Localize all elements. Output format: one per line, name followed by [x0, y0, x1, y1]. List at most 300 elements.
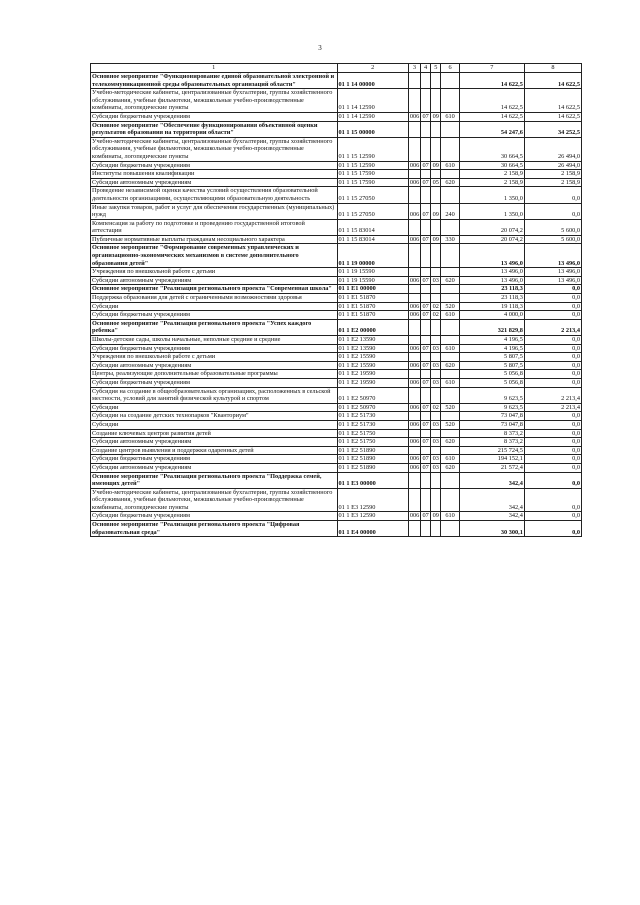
row-grbs-cell: 006	[409, 438, 420, 446]
row-subsection-cell	[431, 268, 441, 277]
row-grbs-cell	[408, 446, 420, 455]
row-name-cell: Учреждения по внешкольной работе с детьми	[91, 353, 338, 362]
row-code-cell: 01 1 15 17590	[337, 170, 408, 179]
row-amount-col7-cell: 13 496,0	[459, 244, 524, 268]
row-subsection-cell: 02	[432, 403, 439, 411]
row-subsection-cell	[431, 294, 441, 303]
row-amount-col7-cell: 8 373,2	[459, 429, 524, 438]
row-amount-col7-cell: 342,4	[459, 472, 524, 488]
row-grbs-cell: 006	[409, 276, 420, 284]
row-subsection-cell	[431, 412, 441, 421]
table-row	[91, 319, 582, 335]
table-row	[91, 294, 582, 303]
row-amount-col8-cell: 13 496,0	[524, 244, 581, 268]
table-row	[91, 446, 582, 455]
table-row	[91, 285, 582, 294]
row-amount-col7-cell: 20 074,2	[459, 235, 524, 244]
row-code-cell: 01 1 E2 19590	[337, 370, 408, 379]
row-expense-type-cell: 620	[441, 463, 459, 472]
row-grbs-cell	[408, 137, 420, 161]
header-col-2: 2	[337, 64, 408, 73]
row-subsection-cell: 05	[432, 178, 439, 186]
row-name-cell: Основное мероприятие "Реализация регионального проекта "Поддержка семей, имеющих детей"	[91, 472, 338, 488]
row-grbs-cell	[408, 294, 420, 303]
row-amount-col8-cell: 0,0	[524, 370, 581, 379]
row-amount-col7-cell: 23 118,3	[459, 285, 524, 294]
row-grbs-cell: 006	[409, 302, 420, 310]
row-amount-col7-cell: 9 623,5	[459, 403, 524, 412]
row-amount-col7-cell: 4 000,0	[459, 311, 524, 320]
row-subsection-cell	[431, 521, 441, 537]
row-code-cell: 01 1 E1 00000	[337, 285, 408, 294]
row-name-cell: Создание центров выявления и поддержки одаренных детей	[91, 446, 338, 455]
row-name-cell: Субсидии автономным учреждениям	[91, 276, 338, 285]
row-section-cell	[421, 73, 431, 89]
row-amount-col7-cell: 73 047,8	[459, 412, 524, 421]
row-expense-type-cell	[441, 370, 459, 379]
row-section-cell	[421, 319, 431, 335]
row-grbs-cell	[408, 521, 420, 537]
header-col-8: 8	[524, 64, 581, 73]
row-grbs-cell: 006	[409, 235, 420, 243]
table-row	[91, 412, 582, 421]
row-amount-col8-cell: 0,0	[524, 488, 581, 512]
table-row	[91, 336, 582, 345]
row-expense-type-cell	[441, 170, 459, 179]
row-amount-col7-cell: 2 158,9	[459, 178, 524, 187]
row-expense-type-cell: 620	[441, 438, 459, 447]
table-row	[91, 420, 582, 429]
row-amount-col7-cell: 5 807,5	[459, 361, 524, 370]
row-subsection-cell	[431, 244, 441, 268]
row-subsection-cell	[431, 353, 441, 362]
row-amount-col7-cell: 30 664,5	[459, 137, 524, 161]
row-section-cell	[421, 137, 431, 161]
row-expense-type-cell	[441, 387, 459, 403]
row-grbs-cell	[408, 336, 420, 345]
row-code-cell: 01 1 E2 13590	[337, 344, 408, 353]
row-code-cell: 01 1 E2 15590	[337, 353, 408, 362]
table-row	[91, 244, 582, 268]
table-row	[91, 112, 582, 121]
header-col-5: 5	[431, 64, 441, 73]
row-amount-col8-cell: 0,0	[524, 344, 581, 353]
row-amount-col8-cell: 0,0	[524, 311, 581, 320]
row-name-cell: Основное мероприятие "Реализация регионального проекта "Успех каждого ребенка"	[91, 319, 338, 335]
row-expense-type-cell: 610	[441, 344, 459, 353]
row-grbs-cell: 006	[409, 378, 420, 386]
row-grbs-cell: 006	[409, 361, 420, 369]
table-row	[91, 344, 582, 353]
row-subsection-cell: 09	[432, 112, 439, 120]
row-name-cell: Субсидии бюджетным учреждениям	[91, 512, 338, 521]
row-amount-col8-cell: 2 158,9	[524, 178, 581, 187]
row-grbs-cell	[408, 319, 420, 335]
row-grbs-cell: 006	[409, 161, 420, 169]
row-expense-type-cell	[441, 336, 459, 345]
row-section-cell	[421, 353, 431, 362]
row-code-cell: 01 1 E1 51870	[337, 294, 408, 303]
row-name-cell: Субсидии автономным учреждениям	[91, 361, 338, 370]
row-amount-col8-cell: 34 252,5	[524, 121, 581, 137]
table-row	[91, 353, 582, 362]
row-section-cell	[421, 370, 431, 379]
row-grbs-cell: 006	[409, 512, 420, 520]
row-subsection-cell	[431, 336, 441, 345]
row-amount-col8-cell: 0,0	[524, 455, 581, 464]
row-subsection-cell: 03	[432, 463, 439, 471]
row-amount-col8-cell: 0,0	[524, 429, 581, 438]
row-grbs-cell	[408, 219, 420, 235]
row-expense-type-cell	[441, 446, 459, 455]
table-row	[91, 370, 582, 379]
row-code-cell: 01 1 15 27050	[337, 187, 408, 203]
row-code-cell: 01 1 14 00000	[337, 73, 408, 89]
row-amount-col7-cell: 4 196,5	[459, 336, 524, 345]
row-code-cell: 01 1 E2 51890	[337, 446, 408, 455]
row-subsection-cell: 09	[432, 512, 439, 520]
header-col-3: 3	[408, 64, 420, 73]
row-code-cell: 01 1 E4 00000	[337, 521, 408, 537]
row-grbs-cell: 006	[409, 178, 420, 186]
row-name-cell: Субсидия на создание в общеобразовательных организациях, расположенных в сельской местности, условий для занятий физической культурой и спортом	[91, 387, 338, 403]
row-expense-type-cell: 610	[441, 112, 459, 121]
table-row	[91, 268, 582, 277]
table-row	[91, 203, 582, 219]
table-header-row	[91, 64, 582, 73]
table-row	[91, 512, 582, 521]
row-amount-col8-cell: 0,0	[524, 302, 581, 311]
row-grbs-cell: 006	[409, 420, 420, 428]
row-subsection-cell	[431, 73, 441, 89]
row-section-cell: 07	[422, 344, 429, 352]
row-grbs-cell: 006	[409, 112, 420, 120]
row-code-cell: 01 1 E2 50970	[337, 387, 408, 403]
row-amount-col7-cell: 14 622,5	[459, 73, 524, 89]
row-code-cell: 01 1 E3 00000	[337, 472, 408, 488]
row-expense-type-cell: 620	[441, 276, 459, 285]
row-code-cell: 01 1 E2 51750	[337, 429, 408, 438]
row-grbs-cell: 006	[409, 344, 420, 352]
row-amount-col8-cell: 0,0	[524, 353, 581, 362]
row-code-cell: 01 1 19 15590	[337, 268, 408, 277]
row-amount-col8-cell: 0,0	[524, 420, 581, 429]
row-section-cell: 07	[422, 463, 429, 471]
row-section-cell	[421, 187, 431, 203]
row-name-cell: Основное мероприятие "Реализация регионального проекта "Цифровая образовательная среда"	[91, 521, 338, 537]
row-expense-type-cell	[441, 73, 459, 89]
row-code-cell: 01 1 E2 00000	[337, 319, 408, 335]
row-grbs-cell	[408, 353, 420, 362]
table-row	[91, 387, 582, 403]
row-amount-col8-cell: 2 158,9	[524, 170, 581, 179]
row-subsection-cell: 03	[432, 455, 439, 463]
row-amount-col7-cell: 14 622,5	[459, 89, 524, 113]
row-amount-col7-cell: 13 496,0	[459, 268, 524, 277]
row-amount-col8-cell: 0,0	[524, 463, 581, 472]
row-section-cell	[421, 336, 431, 345]
row-amount-col8-cell: 13 496,0	[524, 276, 581, 285]
row-expense-type-cell: 520	[441, 420, 459, 429]
row-section-cell: 07	[422, 512, 429, 520]
row-section-cell: 07	[422, 302, 429, 310]
row-section-cell: 07	[422, 235, 429, 243]
row-amount-col7-cell: 342,4	[459, 488, 524, 512]
row-amount-col8-cell: 0,0	[524, 203, 581, 219]
row-expense-type-cell	[441, 429, 459, 438]
row-name-cell: Учебно-методические кабинеты, централизованные бухгалтерии, группы хозяйственного обслуживания, учебные фильмотеки, межшкольные учебно-производственные комбинаты, логопедические пункты	[91, 89, 338, 113]
row-expense-type-cell: 610	[441, 311, 459, 320]
table-row	[91, 276, 582, 285]
row-expense-type-cell	[441, 121, 459, 137]
table-row	[91, 121, 582, 137]
row-amount-col8-cell: 14 622,5	[524, 89, 581, 113]
row-section-cell	[421, 472, 431, 488]
row-code-cell: 01 1 E2 51730	[337, 420, 408, 429]
row-expense-type-cell	[441, 294, 459, 303]
row-amount-col8-cell: 0,0	[524, 512, 581, 521]
row-name-cell: Основное мероприятие "Реализация регионального проекта "Современная школа"	[91, 285, 338, 294]
row-subsection-cell	[431, 187, 441, 203]
row-name-cell: Субсидии	[91, 403, 338, 412]
row-amount-col8-cell: 0,0	[524, 187, 581, 203]
row-expense-type-cell: 610	[441, 455, 459, 464]
row-amount-col7-cell: 14 622,5	[459, 112, 524, 121]
row-expense-type-cell	[441, 319, 459, 335]
row-name-cell: Основное мероприятие "Обеспечение функционирования объективной оценки результатов образования на территории области"	[91, 121, 338, 137]
row-amount-col8-cell: 26 494,0	[524, 137, 581, 161]
row-amount-col8-cell: 0,0	[524, 438, 581, 447]
row-grbs-cell: 006	[409, 311, 420, 319]
table-row	[91, 219, 582, 235]
table-row	[91, 73, 582, 89]
row-expense-type-cell	[441, 89, 459, 113]
row-code-cell: 01 1 E2 13590	[337, 336, 408, 345]
row-expense-type-cell	[441, 285, 459, 294]
row-subsection-cell	[431, 121, 441, 137]
row-name-cell: Основное мероприятие "Функционирование единой образовательной электронной и телекоммуникационной среды образовательных организаций области"	[91, 73, 338, 89]
row-amount-col7-cell: 342,4	[459, 512, 524, 521]
row-name-cell: Поддержка образования для детей с ограниченными возможностями здоровья	[91, 294, 338, 303]
row-amount-col7-cell: 1 350,0	[459, 187, 524, 203]
row-expense-type-cell: 520	[441, 302, 459, 311]
row-amount-col7-cell: 23 118,3	[459, 294, 524, 303]
row-grbs-cell	[408, 89, 420, 113]
row-name-cell: Субсидии бюджетным учреждениям	[91, 112, 338, 121]
row-amount-col8-cell: 0,0	[524, 336, 581, 345]
row-subsection-cell	[431, 472, 441, 488]
row-code-cell: 01 1 E2 51750	[337, 438, 408, 447]
row-subsection-cell	[431, 285, 441, 294]
row-amount-col8-cell: 2 213,4	[524, 403, 581, 412]
table-row	[91, 235, 582, 244]
row-subsection-cell: 03	[432, 420, 439, 428]
row-amount-col7-cell: 194 152,1	[459, 455, 524, 464]
table-row	[91, 161, 582, 170]
row-amount-col7-cell: 73 047,8	[459, 420, 524, 429]
row-subsection-cell	[431, 170, 441, 179]
row-subsection-cell: 03	[432, 361, 439, 369]
row-amount-col7-cell: 20 074,2	[459, 219, 524, 235]
row-section-cell	[421, 521, 431, 537]
row-code-cell: 01 1 15 27050	[337, 203, 408, 219]
row-amount-col8-cell: 0,0	[524, 378, 581, 387]
row-expense-type-cell	[441, 219, 459, 235]
row-code-cell: 01 1 14 12590	[337, 112, 408, 121]
row-code-cell: 01 1 15 83014	[337, 235, 408, 244]
row-grbs-cell	[408, 429, 420, 438]
row-name-cell: Субсидии бюджетным учреждениям	[91, 161, 338, 170]
table-row	[91, 378, 582, 387]
row-name-cell: Субсидии	[91, 302, 338, 311]
row-expense-type-cell	[441, 488, 459, 512]
row-amount-col8-cell: 2 213,4	[524, 387, 581, 403]
row-expense-type-cell	[441, 472, 459, 488]
row-expense-type-cell	[441, 187, 459, 203]
row-amount-col7-cell: 54 247,6	[459, 121, 524, 137]
row-subsection-cell: 02	[432, 311, 439, 319]
row-section-cell	[421, 268, 431, 277]
row-amount-col7-cell: 215 724,5	[459, 446, 524, 455]
row-subsection-cell: 09	[432, 235, 439, 243]
row-section-cell: 07	[422, 161, 429, 169]
row-code-cell: 01 1 E2 51890	[337, 455, 408, 464]
table-row	[91, 429, 582, 438]
row-subsection-cell	[431, 387, 441, 403]
row-name-cell: Субсидии на создание детских технопарков "Кванториум"	[91, 412, 338, 421]
row-code-cell: 01 1 E1 51870	[337, 311, 408, 320]
row-code-cell: 01 1 E3 12590	[337, 512, 408, 521]
row-amount-col7-cell: 5 056,8	[459, 370, 524, 379]
row-section-cell: 07	[422, 361, 429, 369]
row-code-cell: 01 1 14 12590	[337, 89, 408, 113]
row-amount-col8-cell: 2 213,4	[524, 319, 581, 335]
table-row	[91, 472, 582, 488]
row-code-cell: 01 1 E1 51870	[337, 302, 408, 311]
row-expense-type-cell	[441, 353, 459, 362]
row-grbs-cell	[408, 170, 420, 179]
row-section-cell	[421, 121, 431, 137]
row-amount-col8-cell: 26 494,0	[524, 161, 581, 170]
row-name-cell: Центры, реализующие дополнительные образовательные программы	[91, 370, 338, 379]
row-code-cell: 01 1 E2 51730	[337, 412, 408, 421]
row-expense-type-cell: 330	[441, 235, 459, 244]
table-row	[91, 302, 582, 311]
row-subsection-cell: 02	[432, 302, 439, 310]
row-grbs-cell	[408, 387, 420, 403]
row-amount-col7-cell: 5 056,8	[459, 378, 524, 387]
row-section-cell	[421, 244, 431, 268]
row-subsection-cell	[431, 446, 441, 455]
row-code-cell: 01 1 19 00000	[337, 244, 408, 268]
header-col-1: 1	[91, 64, 338, 73]
row-grbs-cell	[408, 73, 420, 89]
row-name-cell: Субсидии	[91, 420, 338, 429]
row-amount-col7-cell: 30 300,1	[459, 521, 524, 537]
row-name-cell: Учебно-методические кабинеты, централизованные бухгалтерии, группы хозяйственного обслуживания, учебные фильмотеки, межшкольные учебно-производственные комбинаты, логопедические пункты	[91, 137, 338, 161]
row-subsection-cell	[431, 429, 441, 438]
row-grbs-cell	[408, 488, 420, 512]
row-amount-col7-cell: 9 623,5	[459, 387, 524, 403]
row-section-cell	[421, 219, 431, 235]
row-amount-col8-cell: 5 600,0	[524, 235, 581, 244]
row-subsection-cell	[431, 219, 441, 235]
row-code-cell: 01 1 15 83014	[337, 219, 408, 235]
row-amount-col7-cell: 4 196,5	[459, 344, 524, 353]
row-section-cell: 07	[422, 438, 429, 446]
row-section-cell: 07	[422, 112, 429, 120]
row-expense-type-cell: 610	[441, 161, 459, 170]
row-code-cell: 01 1 15 00000	[337, 121, 408, 137]
row-name-cell: Иные закупки товаров, работ и услуг для обеспечения государственных (муниципальных) нужд	[91, 203, 338, 219]
row-section-cell	[421, 89, 431, 113]
row-name-cell: Субсидии бюджетным учреждениям	[91, 378, 338, 387]
row-subsection-cell: 03	[432, 276, 439, 284]
row-name-cell: Институты повышения квалификации	[91, 170, 338, 179]
table-row	[91, 137, 582, 161]
table-row	[91, 463, 582, 472]
row-subsection-cell: 03	[432, 378, 439, 386]
row-subsection-cell	[431, 370, 441, 379]
row-subsection-cell	[431, 319, 441, 335]
table-body	[91, 73, 582, 537]
row-grbs-cell: 006	[409, 455, 420, 463]
row-code-cell: 01 1 E2 19590	[337, 378, 408, 387]
row-name-cell: Субсидии бюджетным учреждениям	[91, 344, 338, 353]
row-name-cell: Субсидии автономным учреждениям	[91, 178, 338, 187]
row-amount-col8-cell: 13 496,0	[524, 268, 581, 277]
row-section-cell: 07	[421, 203, 431, 219]
row-subsection-cell: 03	[432, 344, 439, 352]
row-code-cell: 01 1 E2 15590	[337, 361, 408, 370]
row-grbs-cell	[408, 285, 420, 294]
row-code-cell: 01 1 15 12590	[337, 137, 408, 161]
header-col-6: 6	[441, 64, 459, 73]
table-row	[91, 403, 582, 412]
row-code-cell: 01 1 E2 51890	[337, 463, 408, 472]
row-amount-col8-cell: 0,0	[524, 285, 581, 294]
row-name-cell: Субсидии автономным учреждениям	[91, 438, 338, 447]
row-code-cell: 01 1 E2 50970	[337, 403, 408, 412]
row-expense-type-cell: 610	[441, 378, 459, 387]
table-row	[91, 187, 582, 203]
table-row	[91, 170, 582, 179]
table-row	[91, 89, 582, 113]
table-row	[91, 361, 582, 370]
row-amount-col7-cell: 8 373,2	[459, 438, 524, 447]
row-amount-col7-cell: 2 158,9	[459, 170, 524, 179]
row-section-cell: 07	[422, 276, 429, 284]
row-amount-col7-cell: 1 350,0	[459, 203, 524, 219]
row-name-cell: Субсидии бюджетным учреждениям	[91, 455, 338, 464]
row-name-cell: Публичные нормативные выплаты гражданам несоциального характера	[91, 235, 338, 244]
row-section-cell: 07	[422, 178, 429, 186]
page-number: 3	[318, 44, 322, 52]
row-section-cell: 07	[422, 378, 429, 386]
table-row	[91, 438, 582, 447]
row-name-cell: Субсидии автономным учреждениям	[91, 463, 338, 472]
row-grbs-cell: 006	[408, 203, 420, 219]
row-expense-type-cell	[441, 137, 459, 161]
row-code-cell: 01 1 19 15590	[337, 276, 408, 285]
header-col-7: 7	[459, 64, 524, 73]
table-row	[91, 455, 582, 464]
row-grbs-cell: 006	[409, 403, 420, 411]
row-section-cell	[421, 488, 431, 512]
row-name-cell: Компенсация за работу по подготовке и проведению государственной итоговой аттестации	[91, 219, 338, 235]
row-amount-col7-cell: 30 664,5	[459, 161, 524, 170]
row-amount-col8-cell: 5 600,0	[524, 219, 581, 235]
